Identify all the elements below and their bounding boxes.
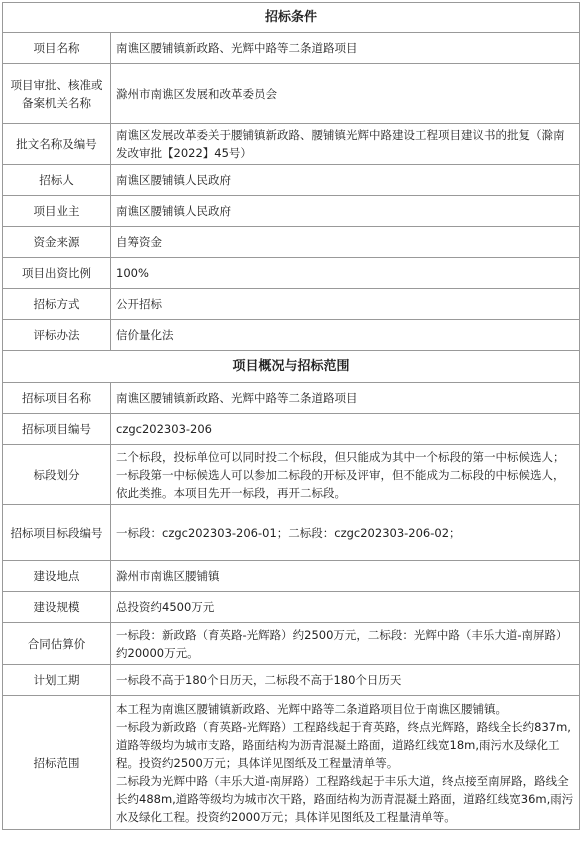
row-label: 项目业主 [3, 196, 111, 227]
row-value: 南谯区发展改革委关于腰铺镇新政路、腰铺镇光辉中路建设工程项目建议书的批复（滁南发改审批【2022】45号） [111, 124, 580, 165]
row-label: 项目名称 [3, 33, 111, 64]
row-label: 标段划分 [3, 445, 111, 505]
row-label: 批文名称及编号 [3, 124, 111, 165]
row-label: 项目审批、核准或备案机关名称 [3, 64, 111, 124]
row-label: 建设地点 [3, 561, 111, 592]
row-value: 100% [111, 258, 580, 289]
row-label: 评标办法 [3, 320, 111, 351]
row-value: 二个标段，投标单位可以同时投二个标段，但只能成为其中一个标段的第一中标候选人；一标段第一中标候选人可以参加二标段的开标及评审，但不能成为二标段的中标候选人，依此类推。本项目先开一标段，再开二标段。 [111, 445, 580, 505]
row-label: 计划工期 [3, 665, 111, 696]
row-label: 建设规模 [3, 592, 111, 623]
row-label: 招标项目名称 [3, 383, 111, 414]
row-label: 项目出资比例 [3, 258, 111, 289]
row-value: czgc202303-206 [111, 414, 580, 445]
section-title-conditions: 招标条件 [3, 3, 580, 33]
scope-value [111, 696, 580, 830]
row-label: 招标范围 [3, 696, 111, 830]
row-value: 公开招标 [111, 289, 580, 320]
row-value: 南谯区腰铺镇新政路、光辉中路等二条道路项目 [111, 33, 580, 64]
tender-table [2, 2, 580, 830]
row-value: 滁州市南谯区腰铺镇 [111, 561, 580, 592]
row-value: 总投资约4500万元 [111, 592, 580, 623]
scope-line: 一标段为新政路（育英路-光辉路）工程路线起于育英路，终点光辉路，路线全长约837m,道路等级均为城市支路，路面结构为沥青混凝土路面，道路红线宽18m,雨污水及绿化工程。投资约2500万元；具体详见图纸及工程量清单等。 [116, 719, 571, 770]
row-label: 招标项目编号 [3, 414, 111, 445]
row-label: 招标项目标段编号 [3, 505, 111, 561]
section-title-overview: 项目概况与招标范围 [3, 351, 580, 383]
row-value: 信价量化法 [111, 320, 580, 351]
scope-line: 二标段为光辉中路（丰乐大道-南屏路）工程路线起于丰乐大道，终点接至南屏路，路线全长约488m,道路等级均为城市次干路，路面结构为沥青混凝土路面，道路红线宽36m,雨污水及绿化工程。投资约2000万元；具体详见图纸及工程量清单等。 [116, 773, 574, 824]
scope-line: 本工程为南谯区腰铺镇新政路、光辉中路等二条道路项目位于南谯区腰铺镇。 [116, 701, 507, 716]
row-value: 南谯区腰铺镇人民政府 [111, 196, 580, 227]
row-value: 自筹资金 [111, 227, 580, 258]
row-label: 合同估算价 [3, 623, 111, 665]
row-value: 一标段：czgc202303-206-01；二标段：czgc202303-206-02； [111, 505, 580, 561]
row-value: 南谯区腰铺镇新政路、光辉中路等二条道路项目 [111, 383, 580, 414]
row-label: 招标方式 [3, 289, 111, 320]
row-value: 滁州市南谯区发展和改革委员会 [111, 64, 580, 124]
row-label: 资金来源 [3, 227, 111, 258]
row-value: 一标段：新政路（育英路-光辉路）约2500万元，二标段：光辉中路（丰乐大道-南屏路）约20000万元。 [111, 623, 580, 665]
row-label: 招标人 [3, 165, 111, 196]
row-value: 南谯区腰铺镇人民政府 [111, 165, 580, 196]
row-value: 一标段不高于180个日历天，二标段不高于180个日历天 [111, 665, 580, 696]
